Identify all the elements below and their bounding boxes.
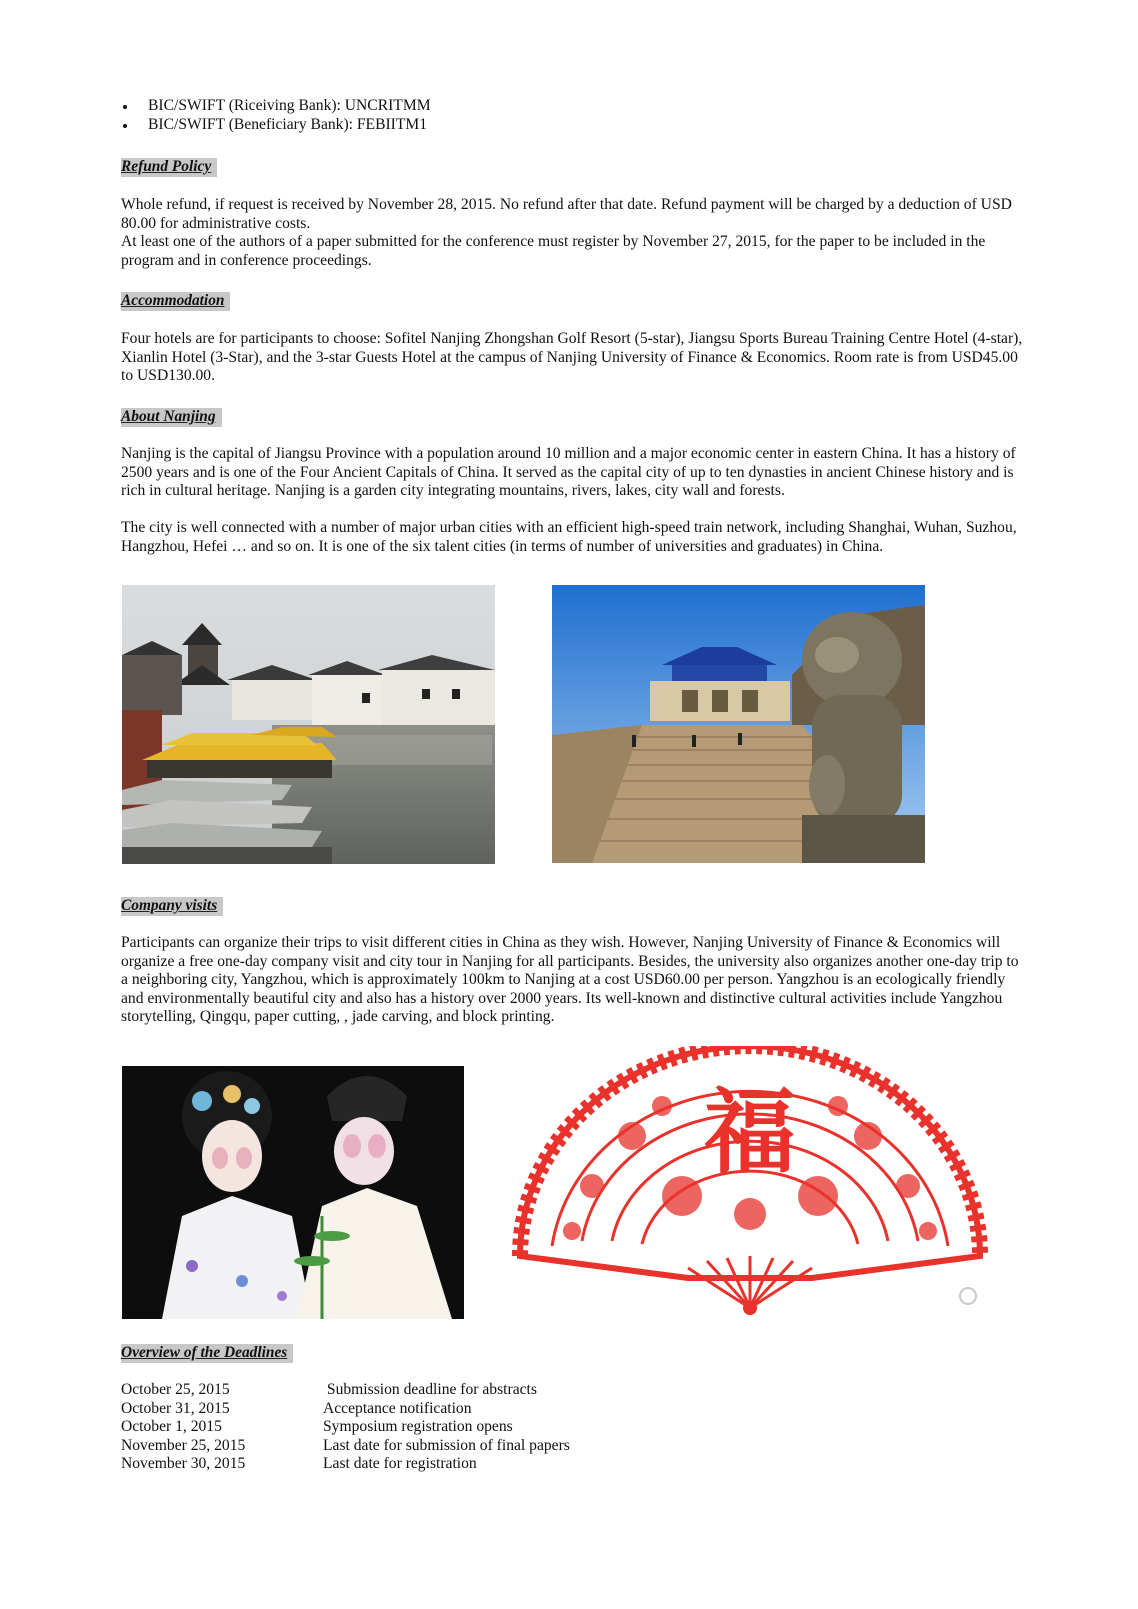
refund-paragraph: Whole refund, if request is received by November 28, 2015. No refund after that date. Refund payment will be charged by a deduction of USD 80.00 for administrative costs. [121,196,1012,232]
mausoleum-photo [552,585,925,863]
refund-policy-heading: Refund Policy [121,158,217,177]
accommodation-heading: Accommodation [121,292,230,311]
accommodation-paragraph: Four hotels are for participants to choose: Sofitel Nanjing Zhongshan Golf Resort (5-star), Jiangsu Sports Bureau Training Centre Hotel (4-star), Xianlin Hotel (3-Star), and the 3-star Guests Hotel at the campus of Nanjing University of Finance & Economics. Room rate is from USD45.00 to USD130.00. [121,330,1023,385]
opera-photo [122,1066,464,1319]
refund-paragraph-authors: At least one of the authors of a paper submitted for the conference must register by November 27, 2015, for the paper to be included in the program and in conference proceedings. [121,233,986,269]
deadline-description: Last date for submission of final papers [323,1437,570,1454]
deadline-date: October 25, 2015 [121,1381,230,1398]
deadline-date: November 25, 2015 [121,1437,246,1454]
company-visits-paragraph: Participants can organize their trips to visit different cities in China as they wish. However, Nanjing University of Finance & Economics will organize a free one-day company visit and city tour in Nanjing for all participants. Besides, the university also organizes another one-day trip to a neighboring city, Yangzhou, which is approximately 100km to Nanjing at a cost USD60.00 per person. Yangzhou is an ecologically friendly and environmentally beautiful city and also has a history over 2000 years. Its well-known and distinctive cultural activities include Yangzhou storytelling, Qingqu, paper cutting, , jade carving, and block printing. [121,934,1019,1026]
mausoleum-illustration [552,585,925,863]
fu-character: 福 [703,1079,797,1186]
bank-details-list [120,97,431,134]
deadline-date: October 31, 2015 [121,1400,230,1417]
nanjing-paragraph: Nanjing is the capital of Jiangsu Province with a population around 10 million and a major economic center in eastern China. It has a history of 2500 years and is one of the Four Ancient Capitals of China. It served as the capital city of up to ten dynasties in ancient Chinese history and is rich in cultural heritage. Nanjing is a garden city integrating mountains, rivers, lakes, city wall and forests. [121,445,1016,500]
opera-illustration [122,1066,464,1319]
about-nanjing-heading: About Nanjing [121,408,222,427]
nanjing-connectivity-paragraph: The city is well connected with a number of major urban cities with an efficient high-speed train network, including Shanghai, Wuhan, Suzhou, Hangzhou, Hefei … and so on. It is one of the six talent cities (in terms of number of universities and graduates) in China. [121,519,1017,555]
canal-illustration [122,585,495,864]
deadlines-heading: Overview of the Deadlines [121,1344,293,1363]
deadline-description: Last date for registration [323,1455,477,1472]
paper-cut-fan-photo [512,1046,988,1318]
bank-detail-item: BIC/SWIFT (Beneficiary Bank): FEBIITM1 [120,116,431,135]
paper-cut-fan-illustration [512,1046,988,1318]
company-visits-heading: Company visits [121,897,223,916]
deadline-description: Acceptance notification [323,1400,472,1417]
deadline-description: Symposium registration opens [323,1418,513,1435]
deadline-description: Submission deadline for abstracts [323,1381,537,1398]
deadline-date: October 1, 2015 [121,1418,222,1435]
bank-detail-item: BIC/SWIFT (Riceiving Bank): UNCRITMM [120,97,431,116]
deadline-date: November 30, 2015 [121,1455,246,1472]
canal-photo [122,585,495,864]
